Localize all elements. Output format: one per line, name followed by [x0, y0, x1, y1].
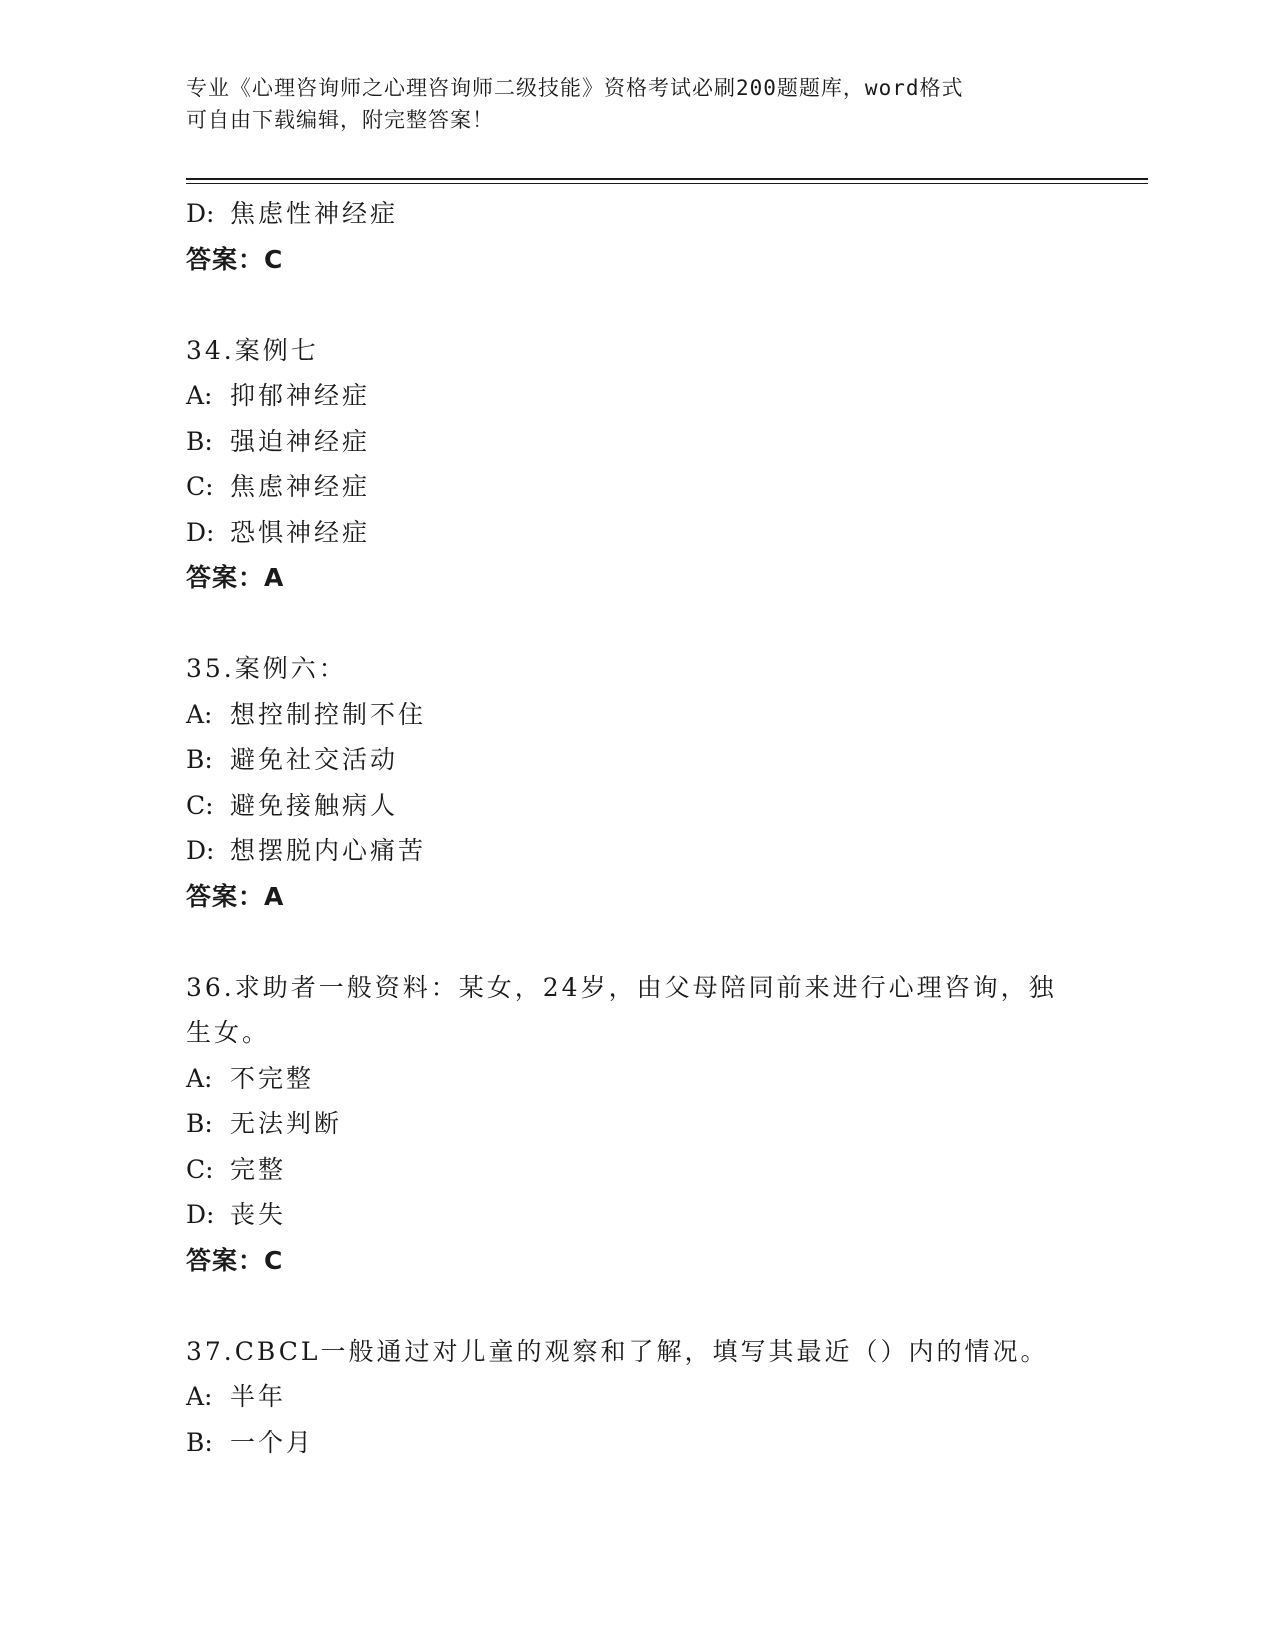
- option-row: [186, 1374, 1086, 1420]
- option-text: 焦虑性神经症: [230, 199, 399, 228]
- option-text: 无法判断: [230, 1109, 343, 1138]
- option-letter: A:: [186, 699, 213, 729]
- option-row: [186, 1101, 1086, 1147]
- option-row: [186, 828, 1086, 874]
- question-text: 34.案例七: [186, 335, 319, 365]
- header-rule-thick: [186, 178, 1148, 180]
- option-row: [186, 510, 1086, 556]
- option-row: [186, 783, 1086, 829]
- option-text: 避免接触病人: [230, 790, 399, 820]
- option-text: 想控制控制不住: [230, 699, 427, 729]
- option-text: 想摆脱内心痛苦: [230, 836, 427, 865]
- question-text-continued: 生女。: [186, 1018, 271, 1047]
- option-row: [186, 191, 1086, 237]
- header-line-1: 专业《心理咨询师之心理咨询师二级技能》资格考试必刷200题题库，word格式: [186, 76, 964, 100]
- option-row: [186, 692, 1086, 738]
- option-letter: D:: [186, 199, 215, 228]
- option-row: [186, 1056, 1086, 1102]
- option-row: [186, 419, 1086, 465]
- answer-line: 答案：A: [186, 563, 285, 592]
- option-letter: A:: [186, 1063, 213, 1093]
- option-text: 恐惧神经症: [230, 517, 371, 547]
- option-letter: A:: [186, 381, 213, 410]
- option-row: [186, 1147, 1086, 1193]
- question-list: [186, 191, 1086, 1465]
- option-text: 完整: [230, 1154, 287, 1184]
- option-letter: B:: [186, 1109, 213, 1138]
- question-text: 37.CBCL一般通过对儿童的观察和了解，填写其最近（）内的情况。: [186, 1336, 1049, 1366]
- option-letter: C:: [186, 1154, 214, 1184]
- answer-line: 答案：C: [186, 1245, 284, 1275]
- answer-line: 答案：C: [186, 244, 284, 274]
- option-letter: D:: [186, 1200, 215, 1229]
- option-text: 丧失: [230, 1200, 287, 1229]
- question-text: 35.案例六：: [186, 654, 347, 683]
- option-letter: B:: [186, 426, 213, 456]
- answer-line: 答案：A: [186, 881, 285, 911]
- option-row: [186, 1192, 1086, 1238]
- option-letter: B:: [186, 1427, 213, 1457]
- page-header: [186, 72, 1086, 136]
- option-text: 半年: [230, 1382, 287, 1411]
- question-text: 36.求助者一般资料：某女，24岁，由父母陪同前来进行心理咨询，独: [186, 972, 1057, 1002]
- option-letter: A:: [186, 1382, 213, 1411]
- option-letter: D:: [186, 836, 215, 865]
- header-rule-thin: [186, 183, 1148, 184]
- option-text: 避免社交活动: [230, 745, 399, 774]
- option-row: [186, 1420, 1086, 1466]
- option-row: [186, 373, 1086, 419]
- option-row: [186, 464, 1086, 510]
- option-letter: B:: [186, 745, 213, 774]
- option-text: 抑郁神经症: [230, 381, 371, 410]
- option-text: 强迫神经症: [230, 426, 371, 456]
- option-letter: D:: [186, 517, 215, 547]
- option-row: [186, 737, 1086, 783]
- option-letter: C:: [186, 472, 214, 501]
- option-letter: C:: [186, 790, 214, 820]
- header-line-2: 可自由下载编辑，附完整答案！: [186, 108, 494, 132]
- option-text: 一个月: [230, 1427, 315, 1457]
- option-text: 焦虑神经症: [230, 472, 371, 501]
- option-text: 不完整: [230, 1063, 315, 1093]
